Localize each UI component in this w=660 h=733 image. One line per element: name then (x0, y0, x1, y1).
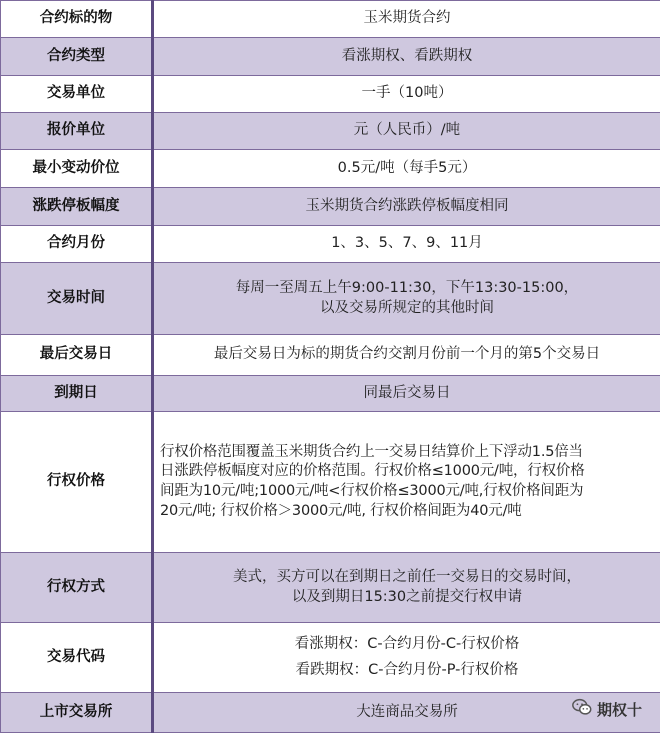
table-row (1, 553, 660, 623)
value-line: 20元/吨; 行权价格＞3000元/吨, 行权价格间距为40元/吨 (160, 502, 654, 522)
table-row (1, 693, 660, 733)
value-line: 每周一至周五上午9:00-11:30，下午13:30-15:00， (160, 279, 654, 299)
row-value (153, 188, 660, 226)
value-line: 1、3、5、7、9、11月 (160, 234, 654, 254)
row-value (153, 1, 660, 38)
value-line: 看涨期权、看跌期权 (160, 47, 654, 67)
table-row (1, 76, 660, 113)
wechat-icon (571, 696, 593, 722)
value-line: 玉米期货合约 (160, 9, 654, 29)
value-line: 日涨跌停板幅度对应的价格范围。行权价格≤1000元/吨，行权价格 (160, 462, 654, 482)
row-label: 上市交易所 (1, 693, 153, 733)
table-row (1, 376, 660, 412)
value-line: 行权价格范围覆盖玉米期货合约上一交易日结算价上下浮动1.5倍当 (160, 443, 654, 463)
value-line: 同最后交易日 (160, 384, 654, 404)
account-watermark (571, 696, 642, 722)
row-label: 到期日 (1, 376, 153, 412)
row-value (153, 553, 660, 623)
row-label: 合约月份 (1, 226, 153, 263)
row-label: 合约类型 (1, 38, 153, 76)
table-row (1, 335, 660, 376)
row-value (153, 76, 660, 113)
value-line: 以及到期日15:30之前提交行权申请 (160, 588, 654, 608)
table-row (1, 226, 660, 263)
table-row (1, 412, 660, 553)
row-label: 报价单位 (1, 113, 153, 150)
table-row (1, 263, 660, 335)
value-line: 玉米期货合约涨跌停板幅度相同 (160, 197, 654, 217)
row-label: 交易时间 (1, 263, 153, 335)
row-label: 最后交易日 (1, 335, 153, 376)
row-value (153, 376, 660, 412)
row-label: 交易代码 (1, 623, 153, 693)
value-line: 间距为10元/吨;1000元/吨<行权价格≤3000元/吨,行权价格间距为 (160, 482, 654, 502)
row-value (153, 412, 660, 553)
row-value (153, 38, 660, 76)
value-line: 以及交易所规定的其他时间 (160, 299, 654, 319)
value-line: 大连商品交易所 (160, 703, 654, 723)
table-row (1, 38, 660, 76)
row-label: 涨跌停板幅度 (1, 188, 153, 226)
table-row (1, 1, 660, 38)
row-value (153, 150, 660, 188)
value-line: 最后交易日为标的期货合约交割月份前一个月的第5个交易日 (160, 345, 654, 365)
table-row (1, 150, 660, 188)
row-label: 行权方式 (1, 553, 153, 623)
row-value (153, 263, 660, 335)
table-row (1, 188, 660, 226)
row-value (153, 623, 660, 693)
value-line: 0.5元/吨（每手5元） (160, 159, 654, 179)
value-line: 元（人民币）/吨 (160, 121, 654, 141)
row-value (153, 226, 660, 263)
row-value (153, 335, 660, 376)
table-row (1, 113, 660, 150)
row-label: 合约标的物 (1, 1, 153, 38)
value-line: 看跌期权：C-合约月份-P-行权价格 (160, 661, 654, 681)
value-line: 一手（10吨） (160, 84, 654, 104)
row-label: 行权价格 (1, 412, 153, 553)
row-label: 交易单位 (1, 76, 153, 113)
watermark-text: 期权十 (597, 699, 642, 720)
table-row (1, 623, 660, 693)
row-label: 最小变动价位 (1, 150, 153, 188)
value-line: 看涨期权：C-合约月份-C-行权价格 (160, 635, 654, 655)
value-line: 美式，买方可以在到期日之前任一交易日的交易时间， (160, 568, 654, 588)
row-value (153, 113, 660, 150)
